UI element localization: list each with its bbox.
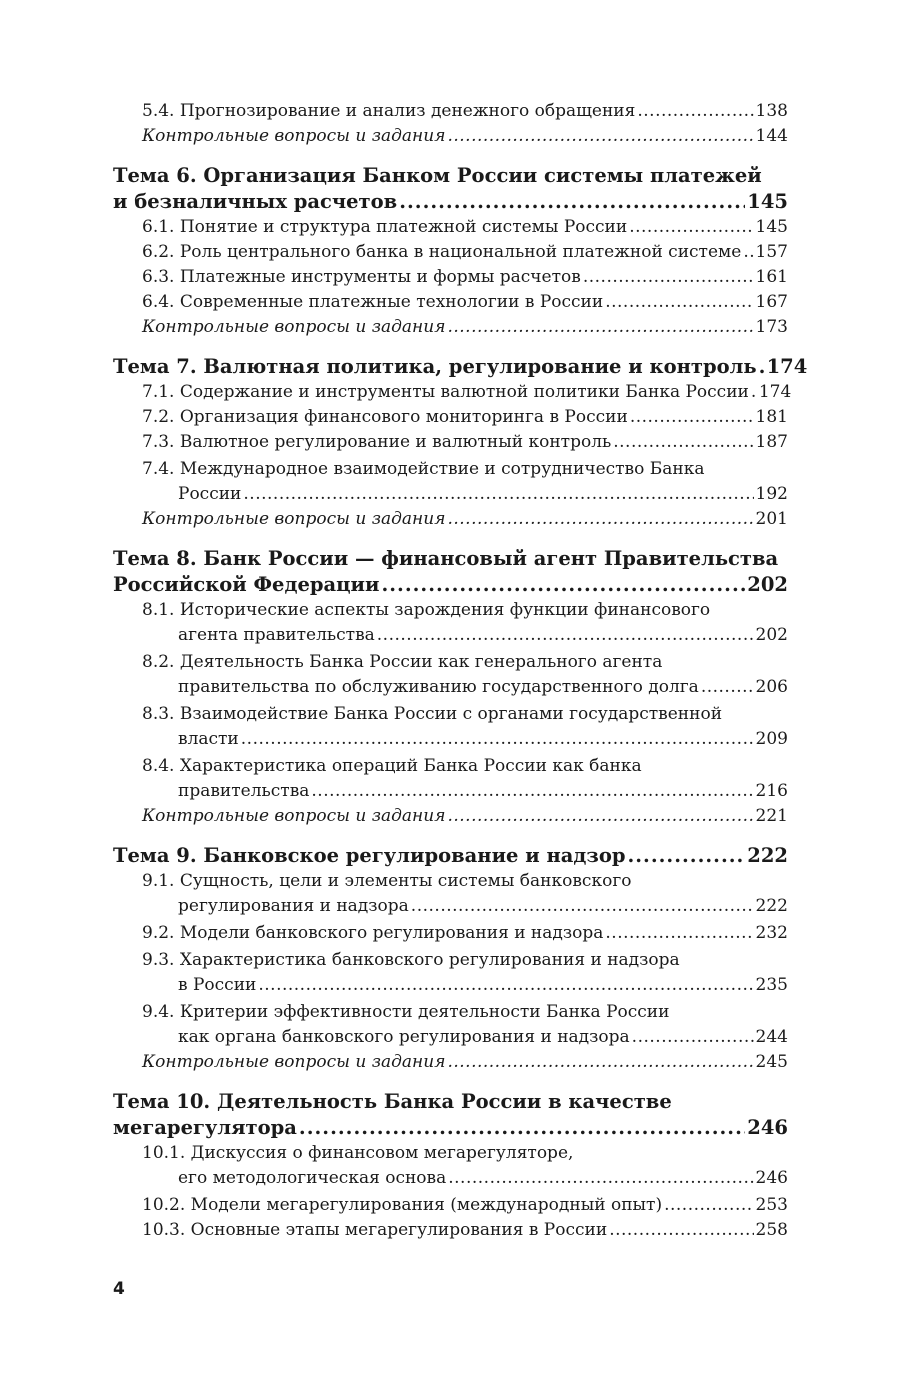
toc-entry-title: правительства по обслуживанию государственного долга — [178, 677, 699, 697]
toc-entry-line — [178, 675, 788, 700]
toc-entry-line — [113, 572, 788, 598]
toc-entry-page: 161 — [755, 267, 788, 287]
toc-entry-title: в России — [178, 975, 257, 995]
toc-entry-line — [142, 430, 788, 455]
toc-entry-title: 6.4. Современные платежные технологии в России — [142, 292, 604, 312]
toc-entry-title: мегарегулятора — [113, 1116, 297, 1139]
toc-entry-title: Контрольные вопросы и задания — [142, 317, 446, 337]
toc-entry-page: 209 — [755, 729, 788, 749]
toc-entry-line — [142, 315, 788, 340]
toc-entry-title: Тема 9. Банковское регулирование и надзор — [113, 844, 626, 867]
toc-entry-title: Контрольные вопросы и задания — [142, 806, 446, 826]
toc-entry-line — [178, 1166, 788, 1191]
toc-entry-line — [113, 354, 808, 380]
toc-entry-title-first-line: Тема 6. Организация Банком России системы платежей — [113, 164, 762, 187]
toc-entry-line — [142, 215, 788, 240]
toc-dot-leader — [447, 507, 753, 532]
toc-entry-page: 253 — [755, 1195, 788, 1215]
toc-dot-leader — [637, 99, 753, 124]
toc-dot-leader — [630, 405, 754, 430]
toc-section-entry — [142, 702, 788, 752]
toc-topic-entry — [113, 546, 788, 598]
toc-entry-page: 192 — [755, 484, 788, 504]
toc-entry-title: 10.2. Модели мегарегулирования (международный опыт) — [142, 1195, 663, 1215]
toc-dot-leader — [311, 779, 753, 804]
toc-entry-page: 174 — [766, 355, 808, 378]
toc-section-entry — [142, 405, 788, 430]
toc-section-entry — [142, 290, 788, 315]
toc-control-questions-entry — [142, 315, 788, 340]
toc-section-entry — [142, 457, 788, 507]
toc-entry-page: 202 — [755, 625, 788, 645]
toc-entry-page: 157 — [755, 242, 788, 262]
toc-entry-title-first-line: Тема 10. Деятельность Банка России в качестве — [113, 1090, 672, 1113]
toc-entry-page: 144 — [755, 126, 788, 146]
toc-entry-page: 174 — [758, 382, 792, 402]
toc-entry-title-first-line: 10.1. Дискуссия о финансовом мегарегуляторе, — [142, 1143, 574, 1163]
toc-dot-leader — [627, 843, 745, 869]
toc-entry-line — [142, 1218, 788, 1243]
toc-dot-leader — [759, 354, 765, 380]
toc-entry-page: 235 — [755, 975, 788, 995]
toc-dot-leader — [605, 290, 753, 315]
toc-entry-title: Тема 7. Валютная политика, регулирование и контроль — [113, 355, 757, 378]
toc-dot-leader — [381, 572, 745, 598]
toc-entry-page: 258 — [755, 1220, 788, 1240]
toc-dot-leader — [399, 189, 745, 215]
toc-entry-line — [178, 482, 788, 507]
toc-entry-line — [142, 804, 788, 829]
toc-dot-leader — [605, 921, 753, 946]
toc-entry-line — [142, 265, 788, 290]
toc-section-entry — [142, 754, 788, 804]
toc-entry-title-first-line: 9.1. Сущность, цели и элементы системы банковского — [142, 871, 632, 891]
toc-entry-line — [178, 1025, 788, 1050]
toc-entry-line — [113, 189, 788, 215]
toc-entry-line — [142, 124, 788, 149]
toc-dot-leader — [613, 430, 753, 455]
toc-entry-title: Российской Федерации — [113, 573, 380, 596]
toc-entry-page: 145 — [755, 217, 788, 237]
toc-entry-title: агента правительства — [178, 625, 375, 645]
toc-section-entry — [142, 215, 788, 240]
toc-entry-title: 6.1. Понятие и структура платежной системы России — [142, 217, 628, 237]
toc-entry-page: 222 — [755, 896, 788, 916]
toc-dot-leader — [258, 973, 753, 998]
toc-entry-page: 138 — [755, 101, 788, 121]
toc-section-entry — [142, 240, 788, 265]
toc-section-entry — [142, 921, 788, 946]
toc-entry-page: 202 — [747, 573, 788, 596]
toc-entry-title: Контрольные вопросы и задания — [142, 1052, 446, 1072]
toc-entry-title: как органа банковского регулирования и надзора — [178, 1027, 630, 1047]
toc-entry-title: 5.4. Прогнозирование и анализ денежного обращения — [142, 101, 636, 121]
toc-entry-title: России — [178, 484, 242, 504]
toc-dot-leader — [583, 265, 754, 290]
toc-entry-title: правительства — [178, 781, 310, 801]
toc-topic-entry — [113, 843, 788, 869]
toc-entry-line — [142, 290, 788, 315]
toc-entry-line — [142, 380, 792, 405]
toc-section-entry — [142, 869, 788, 919]
toc-section-entry — [142, 99, 788, 124]
toc-dot-leader — [701, 675, 754, 700]
toc-entry-title: 7.3. Валютное регулирование и валютный контроль — [142, 432, 612, 452]
toc-section-entry — [142, 598, 788, 648]
toc-dot-leader — [447, 124, 753, 149]
toc-entry-page: 187 — [755, 432, 788, 452]
toc-entry-page: 216 — [755, 781, 788, 801]
toc-entry-title-first-line: 9.3. Характеристика банковского регулирования и надзора — [142, 950, 680, 970]
toc-entry-page: 222 — [747, 844, 788, 867]
toc-entry-title-first-line: 8.1. Исторические аспекты зарождения функции финансового — [142, 600, 711, 620]
toc-dot-leader — [632, 1025, 754, 1050]
toc-section-entry — [142, 948, 788, 998]
toc-dot-leader — [447, 315, 753, 340]
toc-topic-entry — [113, 1089, 788, 1141]
toc-entry-title-first-line: 8.4. Характеристика операций Банка России как банка — [142, 756, 642, 776]
toc-topic-entry — [113, 354, 808, 380]
toc-entry-line — [113, 1115, 788, 1141]
toc-entry-title: Контрольные вопросы и задания — [142, 126, 446, 146]
toc-entry-page: 206 — [755, 677, 788, 697]
toc-entry-title-first-line: 9.4. Критерии эффективности деятельности Банка России — [142, 1002, 670, 1022]
toc-entry-title: 7.2. Организация финансового мониторинга в России — [142, 407, 628, 427]
toc-entry-line — [142, 1193, 788, 1218]
toc-entry-line — [178, 623, 788, 648]
toc-entry-page: 181 — [755, 407, 788, 427]
toc-entry-page: 246 — [747, 1116, 788, 1139]
toc-entry-title: Контрольные вопросы и задания — [142, 509, 446, 529]
toc-section-entry — [142, 265, 788, 290]
toc-dot-leader — [243, 482, 753, 507]
toc-dot-leader — [664, 1193, 753, 1218]
toc-entry-line — [113, 843, 788, 869]
toc-entry-title: власти — [178, 729, 239, 749]
toc-section-entry — [142, 380, 792, 405]
toc-entry-title: 9.2. Модели банковского регулирования и надзора — [142, 923, 604, 943]
toc-entry-line — [142, 405, 788, 430]
toc-dot-leader — [609, 1218, 753, 1243]
toc-entry-page: 167 — [755, 292, 788, 312]
toc-section-entry — [142, 430, 788, 455]
toc-control-questions-entry — [142, 1050, 788, 1075]
toc-entry-line — [178, 894, 788, 919]
toc-section-entry — [142, 1218, 788, 1243]
toc-entry-page: 245 — [755, 1052, 788, 1072]
toc-section-entry — [142, 1141, 788, 1191]
toc-entry-page: 232 — [755, 923, 788, 943]
toc-entry-line — [142, 1050, 788, 1075]
toc-dot-leader — [447, 804, 753, 829]
toc-entry-title-first-line: Тема 8. Банк России — финансовый агент Правительства — [113, 547, 779, 570]
page-number: 4 — [113, 1279, 125, 1299]
toc-section-entry — [142, 1193, 788, 1218]
toc-dot-leader — [411, 894, 754, 919]
toc-entry-line — [178, 779, 788, 804]
toc-control-questions-entry — [142, 124, 788, 149]
toc-entry-title-first-line: 8.2. Деятельность Банка России как генерального агента — [142, 652, 663, 672]
toc-entry-page: 173 — [755, 317, 788, 337]
toc-entry-line — [142, 507, 788, 532]
toc-entry-page: 201 — [755, 509, 788, 529]
toc-dot-leader — [241, 727, 754, 752]
toc-entry-line — [178, 727, 788, 752]
toc-dot-leader — [743, 240, 753, 265]
toc-entry-title: его методологическая основа — [178, 1168, 447, 1188]
toc-entry-title: 10.3. Основные этапы мегарегулирования в России — [142, 1220, 608, 1240]
toc-entry-page: 246 — [755, 1168, 788, 1188]
toc-entry-title: 7.1. Содержание и инструменты валютной политики Банка России — [142, 382, 749, 402]
toc-entry-line — [142, 99, 788, 124]
toc-entry-title: и безналичных расчетов — [113, 190, 398, 213]
toc-control-questions-entry — [142, 804, 788, 829]
toc-entry-title-first-line: 8.3. Взаимодействие Банка России с органами государственной — [142, 704, 723, 724]
toc-entry-page: 145 — [747, 190, 788, 213]
table-of-contents — [113, 99, 808, 1243]
toc-dot-leader — [377, 623, 754, 648]
toc-dot-leader — [299, 1115, 745, 1141]
toc-entry-title: 6.3. Платежные инструменты и формы расчетов — [142, 267, 581, 287]
toc-entry-title: регулирования и надзора — [178, 896, 409, 916]
toc-entry-line — [178, 973, 788, 998]
toc-entry-page: 221 — [755, 806, 788, 826]
toc-topic-entry — [113, 163, 788, 215]
toc-dot-leader — [751, 380, 757, 405]
toc-entry-title: 6.2. Роль центрального банка в национальной платежной системе — [142, 242, 742, 262]
toc-entry-line — [142, 240, 788, 265]
toc-entry-title-first-line: 7.4. Международное взаимодействие и сотрудничество Банка — [142, 459, 705, 479]
toc-control-questions-entry — [142, 507, 788, 532]
toc-dot-leader — [448, 1166, 753, 1191]
toc-entry-line — [142, 921, 788, 946]
toc-dot-leader — [629, 215, 753, 240]
toc-section-entry — [142, 650, 788, 700]
toc-section-entry — [142, 1000, 788, 1050]
toc-entry-page: 244 — [755, 1027, 788, 1047]
toc-dot-leader — [447, 1050, 753, 1075]
